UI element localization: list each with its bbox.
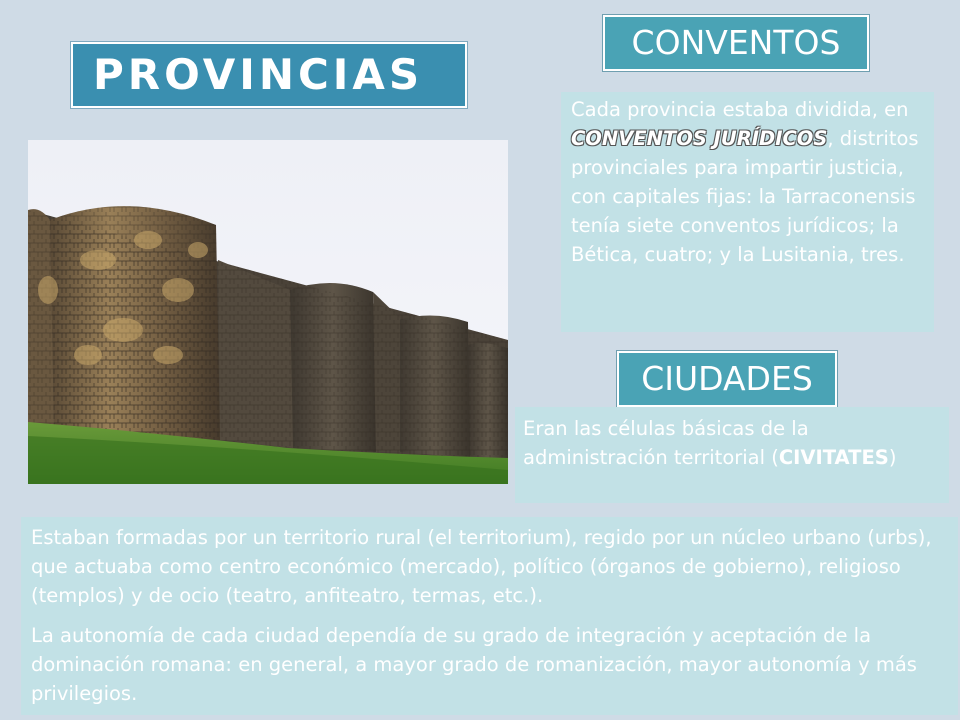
conventos-text-before: Cada provincia estaba dividida, en	[571, 98, 909, 121]
ciudades-description	[515, 407, 949, 503]
paragraph-territorio: Estaban formadas por un territorio rural (el territorium), regido por un núcleo urbano (urbs), que actuaba como centro económico (mercado), político (órganos de gobierno), religioso (templos) y de ocio (teatro, anfiteatro, termas, etc.).	[31, 526, 932, 607]
ciudades-text-before: Eran las células básicas de la administración territorial (	[523, 417, 809, 469]
provincias-title: PROVINCIAS	[71, 42, 467, 108]
ciudades-text-after: )	[888, 446, 897, 469]
roman-wall-photo	[28, 140, 508, 484]
conventos-text-after: , distritos provinciales para impartir justicia, con capitales fijas: la Tarraconensis tenía siete conventos jurídicos; la Bética, cuatro; y la Lusitania, tres.	[571, 127, 919, 266]
ciudades-detail	[21, 517, 958, 715]
ciudades-title: CIUDADES	[617, 351, 837, 407]
conventos-description	[561, 92, 934, 332]
paragraph-autonomia: La autonomía de cada ciudad dependía de su grado de integración y aceptación de la dominación romana: en general, a mayor grado de romanización, mayor autonomía y más privilegios.	[31, 624, 917, 705]
conventos-title: CONVENTOS	[603, 15, 869, 71]
ciudades-highlight: CIVITATES	[778, 446, 889, 469]
conventos-highlight: CONVENTOS JURÍDICOS	[571, 127, 828, 150]
